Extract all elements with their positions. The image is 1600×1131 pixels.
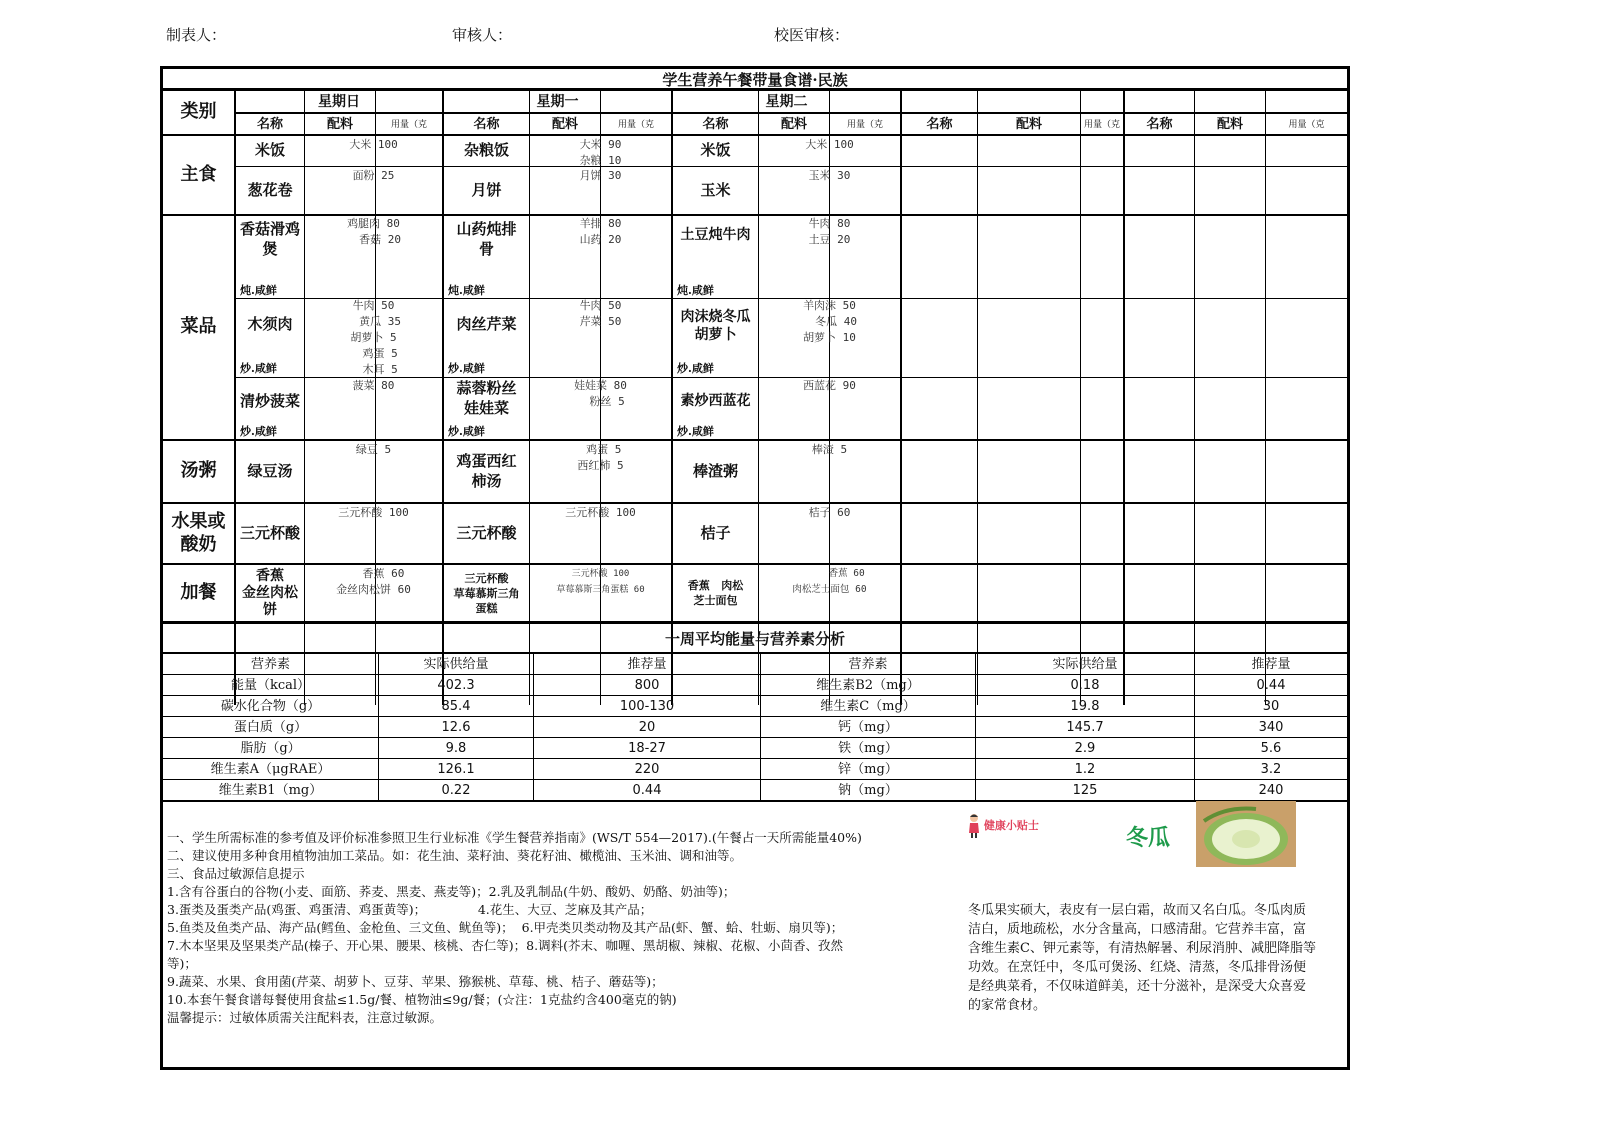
note-line: 10.本套午餐食谱每餐使用食盐≤1.5g/餐、植物油≤9g/餐；(☆注：1克盐约含400毫克的钠) <box>167 992 677 1007</box>
nutrient-header: 实际供给量 <box>1052 657 1118 672</box>
note-line: 等)； <box>167 956 197 971</box>
dish-name: 山药炖排 骨 <box>456 220 517 258</box>
subheader-amount: 用量（克 <box>1288 120 1325 130</box>
category-header: 类别 <box>180 101 217 123</box>
dish-ingredients: 鸡腿肉 80 香菇 20 <box>347 217 402 246</box>
dish-name: 香蕉 金丝肉松 饼 <box>242 567 298 618</box>
note-line: 二、建议使用多种食用植物油加工菜品。如：花生油、菜籽油、葵花籽油、橄榄油、玉米油、调和油等。 <box>167 848 743 863</box>
subheader-ingredients: 配料 <box>326 117 353 132</box>
dish-ingredients: 菠菜 80 <box>352 379 395 392</box>
subheader-name: 名称 <box>1146 117 1173 132</box>
nutrient-cell: 30 <box>1262 699 1280 714</box>
health-tip-badge-text: 健康小贴士 <box>983 819 1039 832</box>
nutrient-cell: 能量（kcal） <box>230 678 311 693</box>
category-staple: 主食 <box>180 163 217 185</box>
nutrient-cell: 锌（mg） <box>838 762 898 777</box>
note-line: 三、食品过敏源信息提示 <box>167 866 305 881</box>
nutrient-cell: 18-27 <box>628 741 666 756</box>
nutrient-cell: 维生素C（mg） <box>820 699 916 714</box>
dish-ingredients: 三元杯酸 100 <box>338 506 409 519</box>
dish-name: 米饭 <box>700 141 731 160</box>
nutrient-cell: 125 <box>1072 783 1098 798</box>
nutrient-header: 推荐量 <box>1251 657 1291 672</box>
nutrient-cell: 0.18 <box>1070 678 1100 693</box>
nutrient-cell: 1.2 <box>1074 762 1096 777</box>
subheader-ingredients: 配料 <box>551 117 578 132</box>
nutrient-cell: 钙（mg） <box>838 720 898 735</box>
note-line: 9.蔬菜、水果、食用菌(芹菜、胡萝卜、豆芽、苹果、猕猴桃、草莓、桃、桔子、蘑菇等)； <box>167 974 664 989</box>
subheader-name: 名称 <box>473 117 500 132</box>
dish-ingredients: 棒渣 5 <box>811 443 848 456</box>
dish-ingredients: 牛肉 50 黄瓜 35 胡萝卜 5 鸡蛋 5 木耳 5 <box>350 299 402 376</box>
nutrient-cell: 钠（mg） <box>838 783 898 798</box>
tip-description: 冬瓜果实硕大，表皮有一层白霜，故而又名白瓜。冬瓜肉质洁白，质地疏松，水分含量高，口感清甜。它营养丰富，富含维生素C、钾元素等，有清热解暑、利尿消肿、减肥降脂等功效。在烹饪中，冬瓜可煲汤、红烧、清蒸，冬瓜排骨汤便是经典菜肴，不仅味道鲜美，还十分滋补，是深受大众喜爱的家常食材。 <box>968 903 1316 1013</box>
nutrient-cell: 0.44 <box>1256 678 1286 693</box>
nutrient-cell: 维生素B1（mg） <box>218 783 323 798</box>
dish-tag: 炒.咸鲜 <box>240 362 277 375</box>
dish-name: 玉米 <box>700 180 731 199</box>
signature-preparer: 制表人： <box>166 26 227 44</box>
category-fruit-yogurt: 水果或 酸奶 <box>171 511 226 555</box>
tip-food-name: 冬瓜 <box>1126 826 1171 851</box>
nutrient-header: 推荐量 <box>627 657 667 672</box>
note-line: 一、学生所需标准的参考值及评价标准参照卫生行业标准《学生餐营养指南》(WS/T 554—2017).(午餐占一天所需能量40%) <box>167 830 862 845</box>
dish-ingredients: 香蕉 60 肉松芝士面包 60 <box>792 568 867 595</box>
subheader-amount: 用量（克 <box>390 120 427 130</box>
dish-tag: 炖.咸鲜 <box>677 284 714 297</box>
nutrient-cell: 100-130 <box>619 699 675 714</box>
nutrient-cell: 126.1 <box>437 762 475 777</box>
note-line: 5.鱼类及鱼类产品、海产品(鳕鱼、金枪鱼、三文鱼、鱿鱼等)； 6.甲壳类贝类动物及其产品(虾、蟹、蛤、牡蛎、扇贝等)； <box>167 920 844 935</box>
nutrient-cell: 145.7 <box>1066 720 1104 735</box>
analysis-title: 一周平均能量与营养素分析 <box>664 630 845 648</box>
nutrient-cell: 85.4 <box>441 699 471 714</box>
subheader-ingredients: 配料 <box>780 117 807 132</box>
dish-name: 月饼 <box>471 180 502 199</box>
girl-icon <box>968 813 980 839</box>
nutrient-cell: 12.6 <box>441 720 471 735</box>
subheader-name: 名称 <box>926 117 953 132</box>
dish-name: 三元杯酸 <box>456 523 517 542</box>
nutrient-cell: 20 <box>638 720 656 735</box>
dish-name: 三元杯酸 <box>239 523 300 542</box>
subheader-ingredients: 配料 <box>1216 117 1243 132</box>
subheader-name: 名称 <box>256 117 283 132</box>
nutrient-cell: 脂肪（g） <box>240 741 301 756</box>
dish-tag: 炒.咸鲜 <box>677 425 714 438</box>
subheader-name: 名称 <box>702 117 729 132</box>
health-tip-badge <box>968 813 1039 839</box>
nutrient-cell: 0.44 <box>632 783 662 798</box>
dish-tag: 炖.咸鲜 <box>240 284 277 297</box>
subheader-ingredients: 配料 <box>1015 117 1042 132</box>
dish-name: 鸡蛋西红 柿汤 <box>456 452 517 490</box>
nutrient-cell: 220 <box>634 762 660 777</box>
category-dish: 菜品 <box>180 316 217 338</box>
dish-ingredients: 绿豆 5 <box>355 443 392 456</box>
note-line: 温馨提示：过敏体质需关注配料表，注意过敏源。 <box>167 1010 443 1025</box>
dish-ingredients: 香蕉 60 金丝肉松饼 60 <box>336 567 411 596</box>
dish-name: 肉沫烧冬瓜 胡萝卜 <box>680 309 751 344</box>
dish-name: 土豆炖牛肉 <box>680 227 751 243</box>
dish-ingredients: 三元杯酸 100 <box>565 506 636 519</box>
dish-ingredients: 大米 100 <box>805 138 854 151</box>
dish-tag: 炒.咸鲜 <box>677 362 714 375</box>
signature-school-doctor: 校医审核： <box>774 26 850 44</box>
dish-ingredients: 牛肉 50 芹菜 50 <box>579 299 622 328</box>
day-header-5 <box>1125 91 1347 112</box>
nutrient-cell: 5.6 <box>1260 741 1282 756</box>
dish-name: 素炒西蓝花 <box>680 393 751 410</box>
dish-ingredients: 羊肉沫 50 冬瓜 40 胡萝卜 10 <box>803 299 858 344</box>
day-header-4 <box>902 91 1123 112</box>
dish-tag: 炖.咸鲜 <box>448 284 485 297</box>
nutrient-cell: 240 <box>1258 783 1284 798</box>
dish-ingredients: 面粉 25 <box>352 169 395 182</box>
dish-name: 绿豆汤 <box>247 461 293 480</box>
dish-name: 杂粮饭 <box>463 141 509 160</box>
nutrient-cell: 维生素B2（mg） <box>816 678 920 693</box>
dish-ingredients: 鸡蛋 5 西红柿 5 <box>577 443 624 472</box>
note-line: 7.木本坚果及坚果类产品(榛子、开心果、腰果、核桃、杏仁等)；8.调料(芥末、咖喱、黑胡椒、辣椒、花椒、小茴香、孜然 <box>167 938 843 953</box>
subheader-amount: 用量（克 <box>1083 120 1120 130</box>
dish-name: 肉丝芹菜 <box>456 315 517 334</box>
nutrient-header: 营养素 <box>848 657 888 672</box>
nutrient-cell: 800 <box>634 678 660 693</box>
dish-name: 清炒菠菜 <box>239 391 300 410</box>
dish-name: 蒜蓉粉丝 娃娃菜 <box>456 379 517 417</box>
nutrient-header: 营养素 <box>250 657 290 672</box>
day-header-tue: 星期二 <box>765 94 808 110</box>
dish-ingredients: 羊排 80 山药 20 <box>579 217 622 246</box>
notes <box>167 829 957 1027</box>
dish-ingredients: 牛肉 80 土豆 20 <box>808 217 851 246</box>
nutrient-cell: 0.22 <box>441 783 471 798</box>
nutrient-cell: 碳水化合物（g） <box>220 699 321 714</box>
nutrient-cell: 维生素A（μgRAE） <box>210 762 331 777</box>
dish-ingredients: 大米 90 杂粮 10 <box>579 138 622 167</box>
dish-name: 香菇滑鸡 煲 <box>239 220 300 258</box>
dish-ingredients: 大米 100 <box>349 138 398 151</box>
dish-ingredients: 西蓝花 90 <box>803 379 856 392</box>
nutrient-cell: 蛋白质（g） <box>233 720 308 735</box>
day-header-mon: 星期一 <box>536 94 579 110</box>
dish-name: 棒渣粥 <box>692 461 738 480</box>
note-line: 3.蛋类及蛋类产品(鸡蛋、鸡蛋清、鸡蛋黄等)； 4.花生、大豆、芝麻及其产品； <box>167 902 653 917</box>
page-title: 学生营养午餐带量食谱·民族 <box>163 69 1347 91</box>
signature-reviewer: 审核人： <box>452 26 513 44</box>
health-tip <box>968 801 1348 1067</box>
subheader-amount: 用量（克 <box>846 120 883 130</box>
dish-ingredients: 桔子 60 <box>808 506 851 519</box>
dish-tag: 炒.咸鲜 <box>240 425 277 438</box>
day-header-sun: 星期日 <box>318 94 360 110</box>
dish-ingredients: 月饼 30 <box>579 169 622 182</box>
dish-name: 三元杯酸 草莓慕斯三角 蛋糕 <box>453 571 520 615</box>
nutrient-header: 实际供给量 <box>423 657 489 672</box>
nutrient-cell: 402.3 <box>437 678 475 693</box>
subheader-amount: 用量（克 <box>617 120 654 130</box>
dish-name: 木须肉 <box>247 315 293 334</box>
menu-sheet <box>160 66 1350 1070</box>
dish-name: 葱花卷 <box>247 180 293 199</box>
winter-melon-image <box>1196 801 1296 867</box>
dish-name: 香蕉 肉松 芝士面包 <box>687 579 744 607</box>
nutrient-cell: 2.9 <box>1074 741 1096 756</box>
note-line: 1.含有谷蛋白的谷物(小麦、面筋、荞麦、黑麦、燕麦等)；2.乳及乳制品(牛奶、酸奶、奶酪、奶油等)； <box>167 884 736 899</box>
dish-name: 米饭 <box>254 141 285 160</box>
nutrient-cell: 3.2 <box>1260 762 1282 777</box>
nutrient-cell: 9.8 <box>445 741 467 756</box>
dish-ingredients: 娃娃菜 80 粉丝 5 <box>574 379 627 408</box>
nutrient-cell: 19.8 <box>1070 699 1100 714</box>
dish-name: 桔子 <box>700 523 731 542</box>
dish-ingredients: 三元杯酸 100 草莓慕斯三角蛋糕 60 <box>556 569 645 595</box>
nutrient-cell: 铁（mg） <box>838 741 898 756</box>
dish-tag: 炒.咸鲜 <box>448 362 485 375</box>
dish-ingredients: 玉米 30 <box>808 169 851 182</box>
dish-tag: 炒.咸鲜 <box>448 425 485 438</box>
category-soup: 汤粥 <box>180 460 217 482</box>
nutrient-cell: 340 <box>1258 720 1284 735</box>
category-snack: 加餐 <box>180 581 217 603</box>
